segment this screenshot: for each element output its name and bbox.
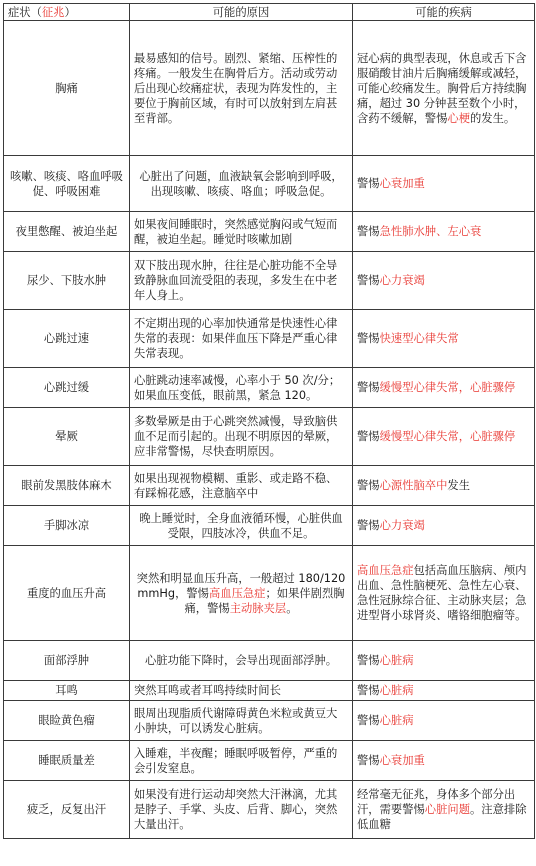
table-row [4,310,535,368]
highlight-text: 心脏病 [379,654,414,667]
table-row [4,21,535,156]
text-segment: 包括高血压脑病、颅内出血、急性脑梗死、急性左心衰、急性冠脉综合征、主动脉夹层；急进型肾小球肾炎、嗜铬细胞瘤等。 [357,564,527,622]
highlight-text: 心衰加重 [379,177,425,190]
disease-cell [353,212,535,252]
disease-cell [353,252,535,310]
table-row [4,781,535,839]
symptom-cell: 晕厥 [4,408,130,466]
disease-cell [353,310,535,368]
symptom-cell: 手脚冰凉 [4,506,130,546]
header-symptom: 症状（征兆） [4,4,130,21]
text-segment: 警惕 [357,274,380,287]
disease-cell [353,741,535,781]
symptom-table [3,3,535,839]
symptom-cell: 胸痛 [4,21,130,156]
symptom-cell: 耳鸣 [4,681,130,701]
cause-cell: 如果夜间睡眠时，突然感觉胸闷或气短而醒，被迫坐起。睡觉时咳嗽加剧 [130,212,353,252]
text-segment: 警惕 [357,654,380,667]
disease-cell [353,681,535,701]
symptom-cell: 面部浮肿 [4,641,130,681]
text-segment: 的发生。 [470,111,516,125]
table-row [4,701,535,741]
highlight-text: 快速型心律失常 [379,332,459,345]
disease-cell [353,641,535,681]
disease-cell [353,408,535,466]
cause-cell: 不定期出现的心率加快通常是快速性心律失常的表现：如果伴血压下降是严重心律失常表现。 [130,310,353,368]
disease-cell [353,21,535,156]
symptom-cell: 心跳过速 [4,310,130,368]
table-row [4,252,535,310]
highlight-text: 心衰加重 [379,754,425,767]
text-segment: 警惕 [357,332,380,345]
disease-cell [353,156,535,212]
cause-cell: 眼周出现脂质代谢障碍黄色米粒或黄豆大小肿块，可以诱发心脏病。 [130,701,353,741]
cause-cell: 心脏跳动速率减慢，心率小于 50 次/分；如果血压变低，眼前黑，紧急 120。 [130,368,353,408]
text-segment: 。注意排除低血糖 [357,803,527,831]
symptom-cell: 疲乏，反复出汗 [4,781,130,839]
text-segment: 警惕 [357,479,380,492]
cause-cell: 突然耳鸣或者耳鸣持续时间长 [130,681,353,701]
table-row [4,681,535,701]
table-row [4,546,535,641]
cause-cell: 最易感知的信号。剧烈、紧缩、压榨性的疼痛。一般发生在胸骨后方。活动或劳动后出现心绞痛症状，表现为阵发性的，主要位于胸前区域，有时可以放射到左肩甚至背部。 [130,21,353,156]
symptom-cell: 夜里憋醒、被迫坐起 [4,212,130,252]
cause-cell: 如果没有进行运动却突然大汗淋漓，尤其是脖子、手掌、头皮、后背、脚心，突然大量出汗。 [130,781,353,839]
highlight-text: 高血压急症 [208,586,266,600]
header-cause: 可能的原因 [130,4,353,21]
cause-cell: 多数晕厥是由于心跳突然减慢，导致脑供血不足而引起的。出现不明原因的晕厥，应非常警惕，尽快查明原因。 [130,408,353,466]
text-segment: 警惕 [357,754,380,767]
highlight-text: 心脏病 [379,684,414,697]
highlight-text: 缓慢型心律失常，心脏骤停 [379,430,516,443]
cause-cell: 入睡难，半夜醒；睡眠呼吸暂停，严重的会引发窒息。 [130,741,353,781]
table-row [4,156,535,212]
text-segment: ；如果伴剧烈胸痛，警惕 [184,586,345,615]
text-segment: 。 [286,601,298,615]
text-segment: 突然和明显血压升高，一般超过 180/120mmHg，警惕 [136,571,346,600]
symptom-cell: 眼睑黄色瘤 [4,701,130,741]
highlight-text: 心源性脑卒中 [379,479,448,492]
disease-cell [353,466,535,506]
table-row [4,408,535,466]
highlight-text: 主动脉夹层 [229,601,287,615]
cause-cell: 心脏功能下降时，会导出现面部浮肿。 [130,641,353,681]
highlight-text: 心力衰竭 [379,519,425,532]
cause-cell [130,546,353,641]
cause-cell: 晚上睡觉时，全身血液循环慢，心脏供血受限，四肢冰冷，供血不足。 [130,506,353,546]
text-segment: 警惕 [357,519,380,532]
table-row [4,368,535,408]
header-symptom-highlight: 征兆 [41,5,65,19]
table-row [4,641,535,681]
symptom-cell: 心跳过缓 [4,368,130,408]
text-segment: 警惕 [357,177,380,190]
table-row [4,212,535,252]
disease-cell [353,546,535,641]
highlight-text: 心力衰竭 [379,274,425,287]
text-segment: 警惕 [357,430,380,443]
text-segment: 冠心病的典型表现，休息或舌下含服硝酸甘油片后胸痛缓解或减轻，可能心绞痛发生。胸骨后方持续胸痛，超过 30 分钟甚至数个小时，含药不缓解，警惕 [357,51,527,125]
symptom-cell: 重度的血压升高 [4,546,130,641]
table-row [4,741,535,781]
cause-cell: 如果出现视物模糊、重影、或走路不稳、有踩棉花感，注意脑卒中 [130,466,353,506]
disease-cell [353,781,535,839]
disease-cell [353,701,535,741]
text-segment: 警惕 [357,684,380,697]
header-row [4,4,535,21]
symptom-cell: 睡眠质量差 [4,741,130,781]
header-disease: 可能的疾病 [353,4,535,21]
text-segment: 经常毫无征兆，身体多个部分出汗，需要警惕 [357,788,516,816]
highlight-text: 缓慢型心律失常，心脏骤停 [379,381,516,394]
highlight-text: 急性肺水肿、左心衰 [379,225,482,238]
text-segment: 警惕 [357,714,380,727]
highlight-text: 心脏病 [379,714,414,727]
symptom-cell: 尿少、下肢水肿 [4,252,130,310]
text-segment: 警惕 [357,225,380,238]
text-segment: 警惕 [357,381,380,394]
highlight-text: 心脏问题 [424,803,470,816]
symptom-cell: 眼前发黑肢体麻木 [4,466,130,506]
table-row [4,506,535,546]
highlight-text: 心梗 [447,111,470,125]
disease-cell [353,506,535,546]
text-segment: 发生 [447,479,471,492]
disease-cell [353,368,535,408]
cause-cell: 双下肢出现水肿，往往是心脏功能不全导致静脉血回流受阻的表现，多发生在中老年人身上。 [130,252,353,310]
highlight-text: 高血压急症 [357,564,414,577]
table-row [4,466,535,506]
symptom-cell: 咳嗽、咳痰、咯血呼吸促、呼吸困难 [4,156,130,212]
cause-cell: 心脏出了问题，血液缺氧会影响到呼吸，出现咳嗽、咳痰、咯血；呼吸急促。 [130,156,353,212]
